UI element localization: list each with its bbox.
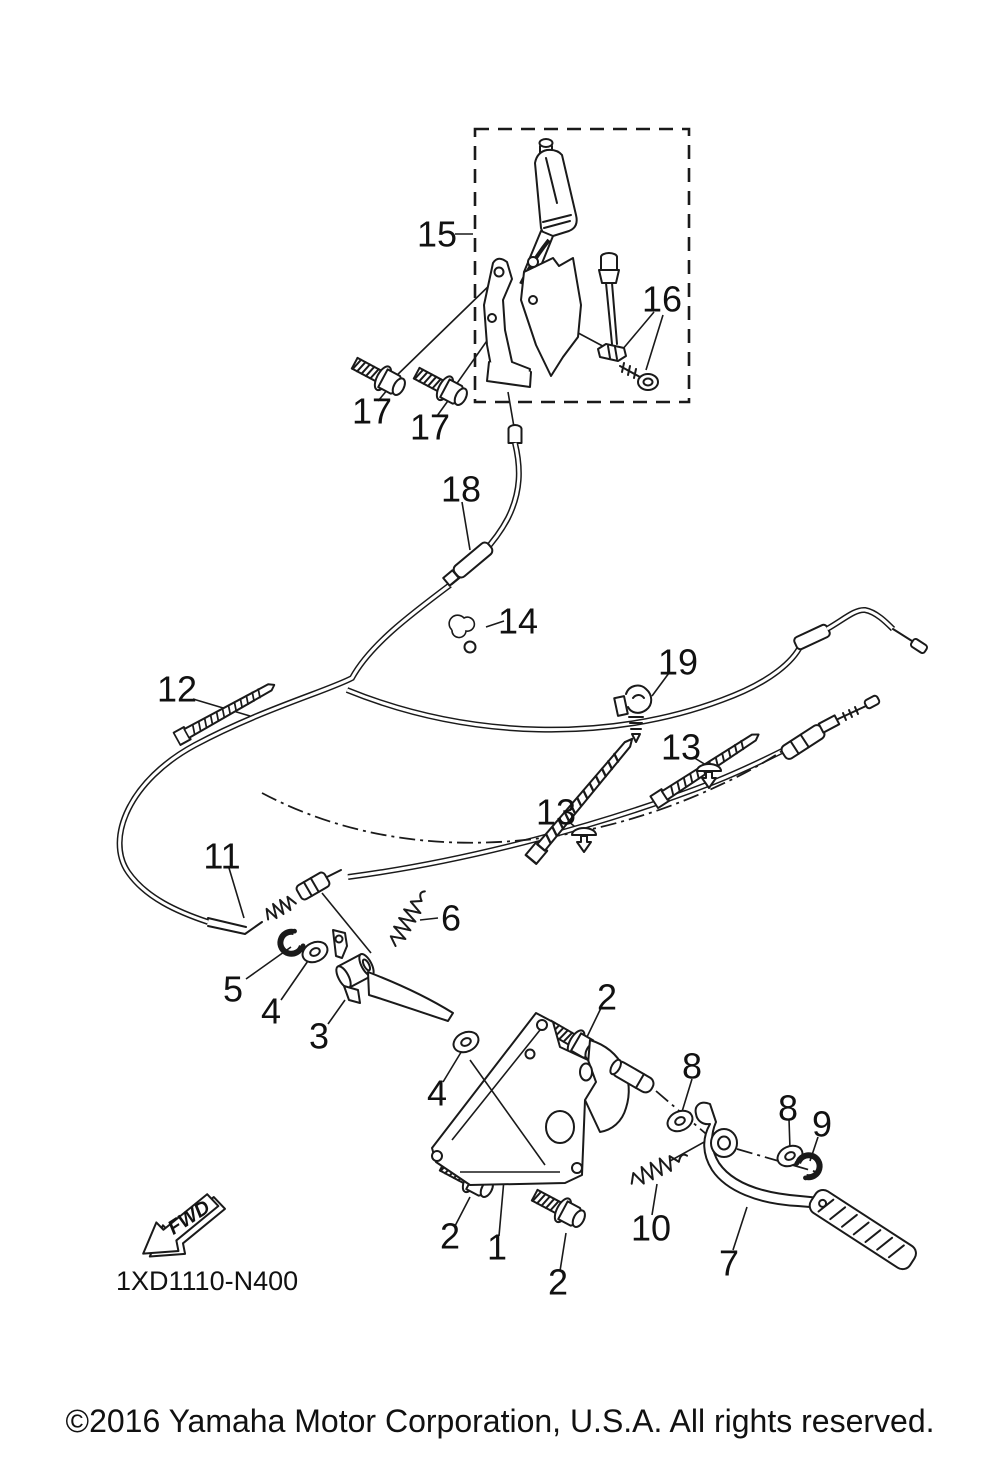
cable-bracket-3: [333, 930, 453, 1021]
part-callout-13: 13: [660, 726, 702, 768]
part-callout-8: 8: [777, 1087, 799, 1129]
spring-6: [386, 887, 431, 949]
part-callout-8: 8: [681, 1045, 703, 1087]
washer-4b: [450, 1028, 482, 1056]
part-callout-11: 11: [203, 835, 241, 877]
fwd-label: FWD: [164, 1196, 215, 1240]
part-callout-19: 19: [657, 641, 699, 683]
washer-4a: [299, 938, 331, 966]
fwd-direction-arrow: [133, 1187, 234, 1273]
washer-8a: [664, 1107, 696, 1135]
flange-bolt-2c: [529, 1184, 590, 1233]
part-callout-13: 13: [535, 791, 577, 833]
part-callout-12: 12: [156, 668, 198, 710]
cable-upper-run: [347, 645, 801, 730]
part-callout-7: 7: [718, 1242, 740, 1284]
part-callout-4: 4: [260, 990, 282, 1032]
part-callout-2: 2: [439, 1215, 461, 1257]
drawing-number: 1XD1110-N400: [116, 1266, 299, 1296]
part-callout-9: 9: [811, 1103, 833, 1145]
part-callout-3: 3: [308, 1015, 330, 1057]
part-callout-18: 18: [440, 468, 482, 510]
part-callout-1: 1: [486, 1226, 508, 1268]
part-callout-2: 2: [547, 1261, 569, 1303]
part-callout-17: 17: [409, 406, 451, 448]
part-callout-6: 6: [440, 897, 462, 939]
part-callout-4: 4: [426, 1072, 448, 1114]
copyright-text: ©2016 Yamaha Motor Corporation, U.S.A. All rights reserved.: [65, 1403, 935, 1439]
flange-bolt-17b: [411, 362, 472, 411]
parking-brake-lever-assembly: [475, 129, 689, 402]
equalizer-rod: [598, 253, 658, 390]
cable-end-adjuster: [780, 695, 881, 761]
cable-end-elbow: [793, 610, 928, 654]
part-callout-5: 5: [222, 968, 244, 1010]
part-callout-2: 2: [596, 976, 618, 1018]
cable-rod-end: [208, 870, 341, 934]
cable-clamp-19: [614, 686, 651, 742]
part-callout-17: 17: [351, 390, 393, 432]
spring-10: [627, 1148, 690, 1189]
part-callout-14: 14: [497, 600, 539, 642]
cable-clip-14: [449, 615, 475, 652]
part-callout-15: 15: [416, 213, 458, 255]
part-callout-10: 10: [630, 1207, 672, 1249]
part-callout-16: 16: [641, 278, 683, 320]
